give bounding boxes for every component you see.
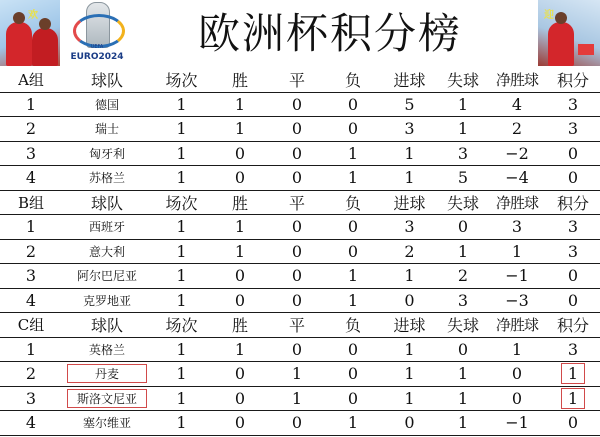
- cell-gd: 0: [488, 386, 546, 411]
- player-figure: [32, 28, 58, 66]
- column-header: 场次: [152, 313, 211, 338]
- cell-w: 0: [211, 166, 269, 191]
- player-photo-left: [0, 0, 60, 66]
- cell-pts: 0: [546, 411, 600, 436]
- cell-team: 西班牙: [62, 215, 152, 240]
- cell-rank: 2: [0, 362, 62, 387]
- cell-gd: 0: [488, 362, 546, 387]
- cell-team: 德国: [62, 92, 152, 117]
- logo-ring-icon: [73, 14, 125, 48]
- cell-rank: 3: [0, 264, 62, 289]
- group-header-row: [0, 313, 600, 338]
- cell-team: 瑞士: [62, 117, 152, 142]
- cell-w: 0: [211, 264, 269, 289]
- page-title: 欧洲杯积分榜: [197, 9, 462, 58]
- cell-rank: 4: [0, 288, 62, 313]
- cell-gf: 0: [381, 288, 438, 313]
- cell-gd: −3: [488, 288, 546, 313]
- table-row: [0, 411, 600, 436]
- cell-played: 1: [152, 239, 211, 264]
- cell-l: 0: [325, 362, 381, 387]
- cell-ga: 2: [438, 264, 488, 289]
- column-header: 负: [325, 68, 381, 92]
- highlighted-team: 丹麦: [67, 364, 147, 383]
- cell-gd: −2: [488, 141, 546, 166]
- cell-played: 1: [152, 386, 211, 411]
- cell-l: 0: [325, 117, 381, 142]
- table-row: [0, 386, 600, 411]
- cell-pts: 0: [546, 141, 600, 166]
- cell-d: 0: [269, 239, 325, 264]
- cell-rank: 2: [0, 239, 62, 264]
- cell-d: 0: [269, 141, 325, 166]
- cell-ga: 5: [438, 166, 488, 191]
- cell-w: 0: [211, 411, 269, 436]
- cell-w: 1: [211, 215, 269, 240]
- table-row: [0, 215, 600, 240]
- cell-played: 1: [152, 141, 211, 166]
- flag-icon: [578, 44, 594, 55]
- cell-ga: 1: [438, 117, 488, 142]
- column-header: 平: [269, 68, 325, 92]
- player-figure: [548, 22, 574, 66]
- cell-played: 1: [152, 215, 211, 240]
- column-header: 积分: [546, 68, 600, 92]
- cell-team: 匈牙利: [62, 141, 152, 166]
- table-row: [0, 117, 600, 142]
- cell-w: 0: [211, 362, 269, 387]
- standings-body: [0, 68, 600, 435]
- cell-gf: 3: [381, 117, 438, 142]
- cell-d: 0: [269, 337, 325, 362]
- group-name: A组: [0, 68, 62, 92]
- cell-l: 1: [325, 288, 381, 313]
- cell-gd: −1: [488, 411, 546, 436]
- column-header: 进球: [381, 313, 438, 338]
- cell-team: [62, 362, 152, 387]
- cell-pts: 0: [546, 166, 600, 191]
- cell-l: 1: [325, 264, 381, 289]
- table-row: [0, 362, 600, 387]
- cell-rank: 4: [0, 166, 62, 191]
- standings-table: [0, 68, 600, 436]
- deco-text-left: 欢: [28, 10, 38, 21]
- cell-w: 1: [211, 337, 269, 362]
- cell-w: 0: [211, 141, 269, 166]
- cell-gf: 0: [381, 411, 438, 436]
- highlighted-points: 1: [561, 388, 585, 409]
- column-header: 胜: [211, 313, 269, 338]
- cell-w: 1: [211, 92, 269, 117]
- cell-gd: 1: [488, 239, 546, 264]
- cell-ga: 1: [438, 362, 488, 387]
- table-row: [0, 264, 600, 289]
- highlighted-points: 1: [561, 363, 585, 384]
- cell-d: 0: [269, 215, 325, 240]
- cell-played: 1: [152, 166, 211, 191]
- cell-pts: 3: [546, 117, 600, 142]
- column-header: 净胜球: [488, 68, 546, 92]
- column-header: 净胜球: [488, 190, 546, 215]
- cell-w: 1: [211, 117, 269, 142]
- column-header: 负: [325, 313, 381, 338]
- cell-pts: 3: [546, 239, 600, 264]
- table-row: [0, 288, 600, 313]
- cell-d: 0: [269, 288, 325, 313]
- cell-w: 0: [211, 386, 269, 411]
- header: [0, 0, 600, 68]
- cell-l: 0: [325, 386, 381, 411]
- cell-ga: 0: [438, 337, 488, 362]
- column-header: 积分: [546, 190, 600, 215]
- cell-w: 0: [211, 288, 269, 313]
- table-row: [0, 166, 600, 191]
- column-header: 进球: [381, 190, 438, 215]
- cell-l: 1: [325, 411, 381, 436]
- column-header: 场次: [152, 68, 211, 92]
- column-header: 失球: [438, 313, 488, 338]
- table-row: [0, 239, 600, 264]
- cell-d: 1: [269, 362, 325, 387]
- group-name: B组: [0, 190, 62, 215]
- cell-ga: 3: [438, 141, 488, 166]
- cell-pts: 0: [546, 288, 600, 313]
- column-header: 球队: [62, 68, 152, 92]
- cell-team: 阿尔巴尼亚: [62, 264, 152, 289]
- cell-gd: 4: [488, 92, 546, 117]
- cell-d: 0: [269, 411, 325, 436]
- cell-team: 塞尔维亚: [62, 411, 152, 436]
- cell-d: 0: [269, 92, 325, 117]
- column-header: 球队: [62, 190, 152, 215]
- cell-pts: 0: [546, 264, 600, 289]
- column-header: 场次: [152, 190, 211, 215]
- cell-played: 1: [152, 337, 211, 362]
- cell-gf: 1: [381, 386, 438, 411]
- cell-l: 0: [325, 92, 381, 117]
- cell-played: 1: [152, 92, 211, 117]
- cell-gf: 1: [381, 264, 438, 289]
- cell-rank: 3: [0, 386, 62, 411]
- cell-rank: 1: [0, 337, 62, 362]
- euro2024-logo: [66, 0, 126, 66]
- cell-w: 1: [211, 239, 269, 264]
- cell-gd: −4: [488, 166, 546, 191]
- group-header-row: [0, 190, 600, 215]
- cell-rank: 1: [0, 92, 62, 117]
- cell-team: [62, 386, 152, 411]
- cell-d: 0: [269, 166, 325, 191]
- uefa-label: UEFA: [90, 44, 104, 50]
- column-header: 失球: [438, 190, 488, 215]
- cell-rank: 2: [0, 117, 62, 142]
- cell-gf: 1: [381, 337, 438, 362]
- group-header-row: [0, 68, 600, 92]
- cell-pts: 3: [546, 92, 600, 117]
- column-header: 胜: [211, 68, 269, 92]
- cell-d: 0: [269, 117, 325, 142]
- cell-played: 1: [152, 117, 211, 142]
- cell-gd: −1: [488, 264, 546, 289]
- cell-d: 0: [269, 264, 325, 289]
- cell-rank: 1: [0, 215, 62, 240]
- cell-gd: 3: [488, 215, 546, 240]
- cell-ga: 1: [438, 92, 488, 117]
- cell-l: 0: [325, 239, 381, 264]
- column-header: 积分: [546, 313, 600, 338]
- cell-played: 1: [152, 264, 211, 289]
- cell-pts: 3: [546, 337, 600, 362]
- deco-text-right: 迎: [544, 10, 554, 21]
- table-row: [0, 337, 600, 362]
- cell-l: 1: [325, 141, 381, 166]
- cell-l: 0: [325, 337, 381, 362]
- table-row: [0, 92, 600, 117]
- cell-gf: 3: [381, 215, 438, 240]
- cell-ga: 1: [438, 386, 488, 411]
- cell-ga: 1: [438, 239, 488, 264]
- cell-team: 意大利: [62, 239, 152, 264]
- cell-rank: 3: [0, 141, 62, 166]
- player-figure: [6, 22, 32, 66]
- euro2024-label: EURO2024: [70, 52, 124, 62]
- cell-d: 1: [269, 386, 325, 411]
- column-header: 球队: [62, 313, 152, 338]
- cell-pts: 3: [546, 215, 600, 240]
- column-header: 胜: [211, 190, 269, 215]
- group-name: C组: [0, 313, 62, 338]
- cell-played: 1: [152, 288, 211, 313]
- cell-rank: 4: [0, 411, 62, 436]
- cell-l: 1: [325, 166, 381, 191]
- cell-gd: 1: [488, 337, 546, 362]
- highlighted-team: 斯洛文尼亚: [67, 389, 147, 408]
- column-header: 失球: [438, 68, 488, 92]
- cell-gf: 5: [381, 92, 438, 117]
- cell-team: 英格兰: [62, 337, 152, 362]
- column-header: 负: [325, 190, 381, 215]
- cell-played: 1: [152, 362, 211, 387]
- cell-pts: [546, 386, 600, 411]
- table-row: [0, 141, 600, 166]
- cell-gd: 2: [488, 117, 546, 142]
- cell-played: 1: [152, 411, 211, 436]
- cell-ga: 1: [438, 411, 488, 436]
- cell-pts: [546, 362, 600, 387]
- column-header: 平: [269, 313, 325, 338]
- cell-gf: 1: [381, 166, 438, 191]
- cell-gf: 2: [381, 239, 438, 264]
- column-header: 平: [269, 190, 325, 215]
- cell-team: 克罗地亚: [62, 288, 152, 313]
- column-header: 净胜球: [488, 313, 546, 338]
- cell-gf: 1: [381, 362, 438, 387]
- cell-team: 苏格兰: [62, 166, 152, 191]
- cell-ga: 3: [438, 288, 488, 313]
- player-photo-right: [538, 0, 600, 66]
- column-header: 进球: [381, 68, 438, 92]
- cell-gf: 1: [381, 141, 438, 166]
- cell-l: 0: [325, 215, 381, 240]
- cell-ga: 0: [438, 215, 488, 240]
